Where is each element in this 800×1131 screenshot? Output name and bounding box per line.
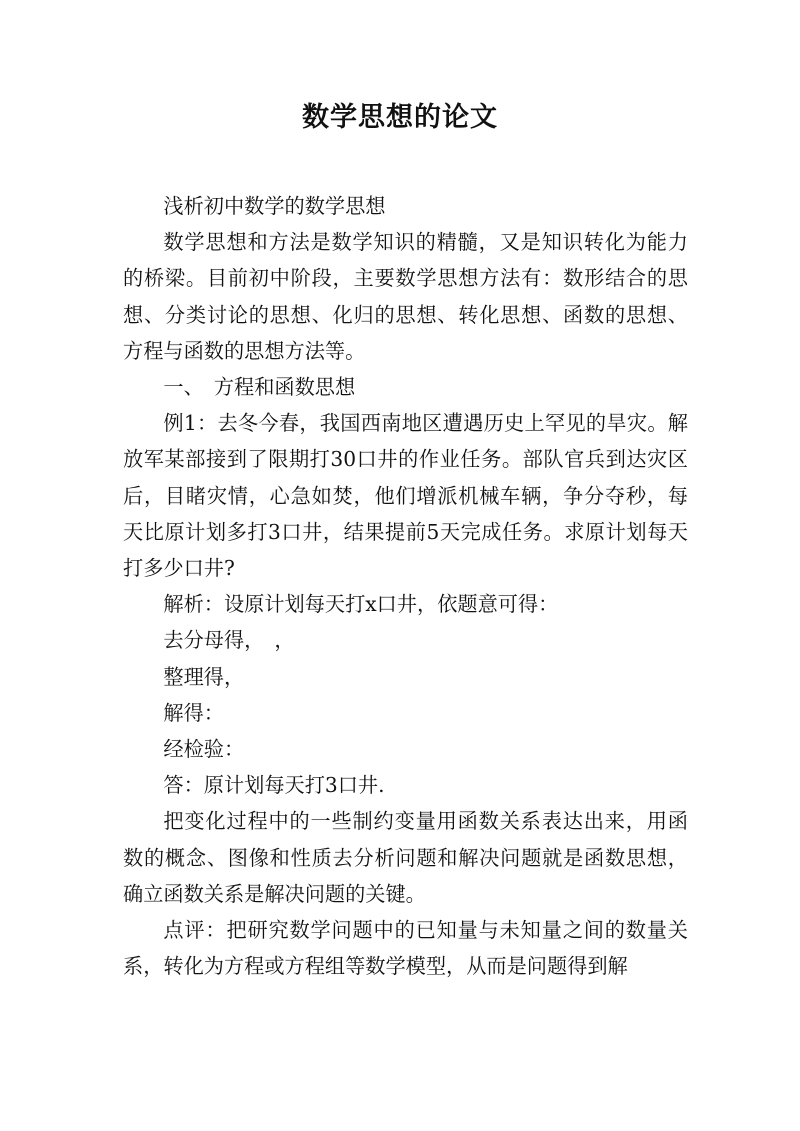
- paragraph-subtitle: 浅析初中数学的数学思想: [163, 194, 386, 218]
- paragraph-solution-setup: 解析：设原计划每天打x口井，依题意可得：: [163, 592, 559, 617]
- document-title: 数学思想的论文: [302, 102, 498, 133]
- paragraph-answer: 答：原计划每天打3口井.: [163, 773, 385, 798]
- paragraph-function-thinking: 把变化过程中的一些制约变量用函数关系表达出来，用函数的概念、图像和性质去分析问题和解决问题就是函数思想，确立函数关系是解决问题的关键。: [123, 809, 688, 906]
- paragraph-example-1: 例1：去冬今春，我国西南地区遭遇历史上罕见的旱灾。解放军某部接到了限期打30口井的作业任务。部队官兵到达灾区后，目睹灾情，心急如焚，他们增派机械车辆，争分夺秒，每天比原计划多打3口井，结果提前5天完成任务。求原计划每天打多少口井?: [123, 411, 688, 581]
- paragraph-comment: 点评：把研究数学问题中的已知量与未知量之间的数量关系，转化为方程或方程组等数学模型，从而是问题得到解: [123, 918, 688, 979]
- paragraph-check: 经检验：: [163, 737, 245, 762]
- paragraph-solve: 解得：: [163, 700, 224, 725]
- document-body: [123, 188, 688, 984]
- paragraph-simplify: 整理得，: [163, 664, 245, 689]
- paragraph-clear-denominator: 去分母得， ，: [163, 628, 295, 653]
- paragraph-intro: 数学思想和方法是数学知识的精髓，又是知识转化为能力的桥梁。目前初中阶段，主要数学思想方法有：数形结合的思想、分类讨论的思想、化归的思想、转化思想、函数的思想、方程与函数的思想方法等。: [123, 230, 688, 363]
- section-heading-equation-function: 一、 方程和函数思想: [163, 375, 356, 400]
